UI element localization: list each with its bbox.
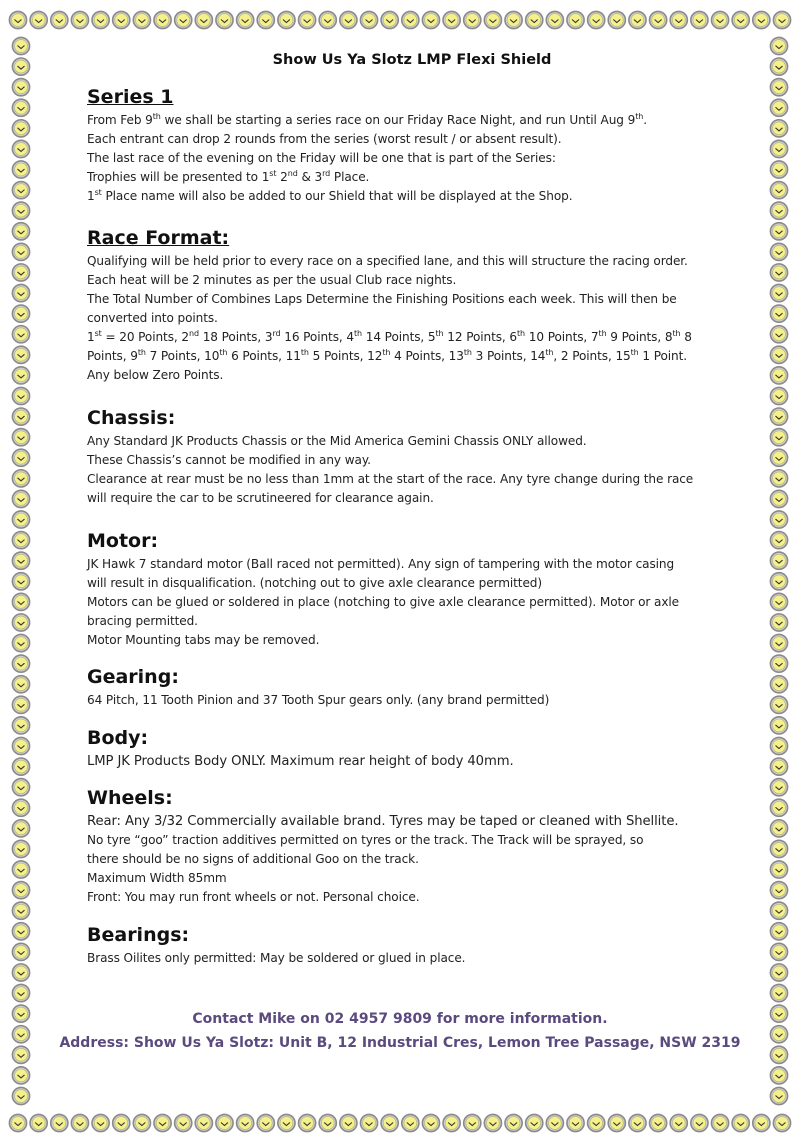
- section-line: Motor Mounting tabs may be removed.: [87, 633, 320, 647]
- section-motor: [87, 530, 727, 650]
- clock-icon: [770, 387, 787, 404]
- section-line: there should be no signs of additional Goo on the track.: [87, 852, 419, 866]
- clock-icon: [770, 140, 787, 157]
- clock-icon: [71, 11, 88, 28]
- clock-icon: [770, 552, 787, 569]
- clock-icon: [12, 882, 29, 899]
- clock-icon: [770, 840, 787, 857]
- clock-icon: [505, 11, 522, 28]
- clock-icon: [9, 1114, 26, 1131]
- clock-icon: [650, 1114, 667, 1131]
- clock-icon: [237, 1114, 254, 1131]
- clock-icon: [30, 1114, 47, 1131]
- clock-icon: [443, 1114, 460, 1131]
- section-race-format: [87, 227, 727, 385]
- clock-icon: [770, 573, 787, 590]
- clock-icon: [770, 779, 787, 796]
- section-heading: Series 1: [87, 86, 174, 108]
- section-line: Trophies will be presented to 1st 2nd & 3rd Place.: [87, 168, 370, 184]
- section-line: Each heat will be 2 minutes as per the usual Club race nights.: [87, 273, 457, 287]
- clock-icon: [770, 408, 787, 425]
- clock-icon: [443, 11, 460, 28]
- clock-icon: [770, 861, 787, 878]
- section-line: Qualifying will be held prior to every race on a specified lane, and this will structure the racing order.: [87, 254, 688, 268]
- clock-icon: [770, 490, 787, 507]
- section-series-1: [87, 86, 727, 206]
- clock-icon: [732, 11, 749, 28]
- border-right: [758, 36, 800, 1106]
- clock-icon: [526, 1114, 543, 1131]
- section-line: Rear: Any 3/32 Commercially available brand. Tyres may be taped or cleaned with Shellite.: [87, 814, 679, 829]
- clock-icon: [12, 943, 29, 960]
- section-heading: Wheels:: [87, 787, 173, 809]
- clock-icon: [691, 1114, 708, 1131]
- clock-icon: [12, 779, 29, 796]
- clock-icon: [770, 820, 787, 837]
- clock-icon: [113, 1114, 130, 1131]
- clock-icon: [12, 99, 29, 116]
- clock-icon: [12, 243, 29, 260]
- clock-icon: [567, 11, 584, 28]
- contact-line: Contact Mike on 02 4957 9809 for more information.: [192, 1011, 608, 1027]
- clock-icon: [154, 11, 171, 28]
- clock-icon: [12, 58, 29, 75]
- section-line: Each entrant can drop 2 rounds from the series (worst result / or absent result).: [87, 132, 562, 146]
- clock-icon: [770, 346, 787, 363]
- clock-icon: [278, 11, 295, 28]
- clock-icon: [770, 243, 787, 260]
- clock-icon: [12, 676, 29, 693]
- clock-icon: [257, 1114, 274, 1131]
- clock-icon: [770, 676, 787, 693]
- clock-icon: [12, 696, 29, 713]
- clock-icon: [422, 11, 439, 28]
- clock-icon: [12, 737, 29, 754]
- clock-icon: [588, 1114, 605, 1131]
- clock-icon: [12, 614, 29, 631]
- section-line: 1st Place name will also be added to our Shield that will be displayed at the Shop.: [87, 187, 573, 203]
- clock-icon: [51, 11, 68, 28]
- clock-icon: [12, 202, 29, 219]
- clock-icon: [175, 11, 192, 28]
- section-line: The last race of the evening on the Friday will be one that is part of the Series:: [87, 151, 556, 165]
- section-wheels: [87, 787, 727, 907]
- clock-icon: [770, 79, 787, 96]
- clock-icon: [12, 367, 29, 384]
- section-line: will result in disqualification. (notching out to give axle clearance permitted): [87, 576, 542, 590]
- clock-icon: [567, 1114, 584, 1131]
- clock-icon: [770, 284, 787, 301]
- clock-icon: [588, 11, 605, 28]
- clock-icon: [770, 655, 787, 672]
- clock-icon: [770, 99, 787, 116]
- clock-icon: [12, 223, 29, 240]
- section-line: LMP JK Products Body ONLY. Maximum rear height of body 40mm.: [87, 754, 514, 769]
- clock-icon: [12, 429, 29, 446]
- clock-icon: [770, 326, 787, 343]
- clock-icon: [770, 429, 787, 446]
- clock-icon: [12, 1087, 29, 1104]
- clock-icon: [546, 11, 563, 28]
- clock-icon: [770, 696, 787, 713]
- clock-icon: [770, 614, 787, 631]
- section-heading: Gearing:: [87, 666, 179, 688]
- clock-icon: [770, 923, 787, 940]
- clock-icon: [12, 326, 29, 343]
- clock-icon: [422, 1114, 439, 1131]
- clock-icon: [257, 11, 274, 28]
- clock-icon: [195, 11, 212, 28]
- clock-icon: [711, 1114, 728, 1131]
- clock-icon: [71, 1114, 88, 1131]
- clock-icon: [12, 79, 29, 96]
- clock-icon: [237, 11, 254, 28]
- section-line: From Feb 9th we shall be starting a series race on our Friday Race Night, and run Until Aug 9th.: [87, 111, 647, 127]
- clock-icon: [381, 1114, 398, 1131]
- section-line: Brass Oilites only permitted: May be soldered or glued in place.: [87, 951, 466, 965]
- clock-icon: [770, 202, 787, 219]
- clock-icon: [464, 11, 481, 28]
- clock-icon: [216, 1114, 233, 1131]
- clock-icon: [175, 1114, 192, 1131]
- clock-icon: [12, 284, 29, 301]
- clock-icon: [12, 37, 29, 54]
- clock-icon: [319, 1114, 336, 1131]
- address-line: Address: Show Us Ya Slotz: Unit B, 12 Industrial Cres, Lemon Tree Passage, NSW 2319: [59, 1035, 741, 1051]
- clock-icon: [770, 882, 787, 899]
- clock-icon: [773, 11, 790, 28]
- clock-icon: [770, 449, 787, 466]
- clock-icon: [670, 11, 687, 28]
- clock-icon: [770, 799, 787, 816]
- clock-icon: [770, 367, 787, 384]
- clock-icon: [770, 223, 787, 240]
- clock-icon: [195, 1114, 212, 1131]
- clock-icon: [154, 1114, 171, 1131]
- clock-icon: [484, 1114, 501, 1131]
- section-line: Points, 9th 7 Points, 10th 6 Points, 11th 5 Points, 12th 4 Points, 13th 3 Points, 14th, 2 Points, 15th 1 Point.: [87, 347, 688, 363]
- section-heading: Chassis:: [87, 407, 176, 429]
- clock-icon: [133, 1114, 150, 1131]
- section-line: bracing permitted.: [87, 614, 198, 628]
- section-line: The Total Number of Combines Laps Determine the Finishing Positions each week. This will then be: [87, 292, 677, 306]
- clock-icon: [770, 120, 787, 137]
- clock-icon: [546, 1114, 563, 1131]
- clock-icon: [402, 1114, 419, 1131]
- clock-icon: [770, 964, 787, 981]
- clock-icon: [340, 11, 357, 28]
- clock-icon: [12, 984, 29, 1001]
- clock-icon: [12, 264, 29, 281]
- clock-icon: [753, 1114, 770, 1131]
- clock-icon: [770, 264, 787, 281]
- clock-icon: [670, 1114, 687, 1131]
- clock-icon: [12, 861, 29, 878]
- clock-icon: [298, 1114, 315, 1131]
- clock-icon: [711, 11, 728, 28]
- clock-icon: [770, 511, 787, 528]
- clock-icon: [12, 840, 29, 857]
- section-line: Any below Zero Points.: [87, 368, 224, 382]
- clock-icon: [12, 573, 29, 590]
- clock-icon: [12, 552, 29, 569]
- clock-icon: [773, 1114, 790, 1131]
- section-line: will require the car to be scrutineered for clearance again.: [87, 491, 434, 505]
- section-line: These Chassis’s cannot be modified in any way.: [87, 453, 371, 467]
- border-left: [0, 36, 42, 1106]
- section-line: Maximum Width 85mm: [87, 871, 227, 885]
- clock-icon: [770, 532, 787, 549]
- clock-icon: [92, 11, 109, 28]
- clock-icon: [770, 717, 787, 734]
- clock-icon: [12, 593, 29, 610]
- clock-icon: [319, 11, 336, 28]
- clock-icon: [12, 758, 29, 775]
- clock-icon: [12, 408, 29, 425]
- section-chassis: [87, 407, 727, 508]
- clock-icon: [691, 11, 708, 28]
- section-line: Front: You may run front wheels or not. Personal choice.: [87, 890, 420, 904]
- border-top: [0, 0, 800, 40]
- clock-icon: [12, 799, 29, 816]
- clock-icon: [12, 655, 29, 672]
- clock-icon: [12, 120, 29, 137]
- clock-icon: [770, 1087, 787, 1104]
- clock-icon: [12, 182, 29, 199]
- clock-icon: [9, 11, 26, 28]
- clock-icon: [12, 387, 29, 404]
- clock-icon: [650, 11, 667, 28]
- section-line: 64 Pitch, 11 Tooth Pinion and 37 Tooth Spur gears only. (any brand permitted): [87, 693, 550, 707]
- clock-icon: [12, 449, 29, 466]
- clock-icon: [770, 58, 787, 75]
- clock-icon: [753, 11, 770, 28]
- clock-icon: [770, 902, 787, 919]
- section-line: converted into points.: [87, 311, 218, 325]
- section-heading: Bearings:: [87, 924, 190, 946]
- section-body: [87, 727, 727, 771]
- clock-icon: [12, 470, 29, 487]
- clock-icon: [12, 634, 29, 651]
- clock-icon: [12, 923, 29, 940]
- clock-icon: [526, 11, 543, 28]
- section-heading: Race Format:: [87, 227, 230, 249]
- section-line: Any Standard JK Products Chassis or the Mid America Gemini Chassis ONLY allowed.: [87, 434, 587, 448]
- clock-icon: [484, 11, 501, 28]
- clock-icon: [12, 1067, 29, 1084]
- clock-icon: [608, 1114, 625, 1131]
- clock-icon: [12, 902, 29, 919]
- clock-icon: [298, 11, 315, 28]
- clock-icon: [770, 470, 787, 487]
- section-line: JK Hawk 7 standard motor (Ball raced not permitted). Any sign of tampering with the motor casing: [87, 557, 675, 571]
- section-line: Clearance at rear must be no less than 1mm at the start of the race. Any tyre change during the race: [87, 472, 694, 486]
- clock-icon: [12, 820, 29, 837]
- clock-icon: [402, 11, 419, 28]
- section-bearings: [87, 924, 727, 968]
- section-line: No tyre “goo” traction additives permitted on tyres or the track. The Track will be sprayed, so: [87, 833, 644, 847]
- clock-icon: [12, 511, 29, 528]
- document-body: [87, 52, 727, 968]
- clock-icon: [770, 634, 787, 651]
- clock-icon: [30, 11, 47, 28]
- clock-icon: [113, 11, 130, 28]
- clock-icon: [51, 1114, 68, 1131]
- clock-icon: [505, 1114, 522, 1131]
- clock-icon: [608, 11, 625, 28]
- clock-icon: [629, 11, 646, 28]
- clock-icon: [12, 717, 29, 734]
- clock-icon: [770, 943, 787, 960]
- clock-icon: [360, 1114, 377, 1131]
- clock-icon: [770, 1067, 787, 1084]
- section-line: 1st = 20 Points, 2nd 18 Points, 3rd 16 Points, 4th 14 Points, 5th 12 Points, 6th 10 Points, 7th 9 Points, 8th 8: [87, 328, 692, 344]
- clock-icon: [340, 1114, 357, 1131]
- clock-icon: [770, 737, 787, 754]
- clock-icon: [770, 305, 787, 322]
- clock-icon: [12, 346, 29, 363]
- clock-icon: [12, 305, 29, 322]
- clock-icon: [770, 37, 787, 54]
- clock-icon: [12, 140, 29, 157]
- clock-icon: [770, 161, 787, 178]
- clock-icon: [12, 490, 29, 507]
- clock-icon: [770, 758, 787, 775]
- clock-icon: [381, 11, 398, 28]
- clock-icon: [92, 1114, 109, 1131]
- section-heading: Body:: [87, 727, 149, 749]
- section-line: Motors can be glued or soldered in place (notching to give axle clearance permitted). Motor or axle: [87, 595, 680, 609]
- clock-icon: [770, 593, 787, 610]
- document-title: Show Us Ya Slotz LMP Flexi Shield: [272, 52, 552, 68]
- clock-icon: [12, 161, 29, 178]
- clock-icon: [278, 1114, 295, 1131]
- clock-icon: [12, 964, 29, 981]
- section-heading: Motor:: [87, 530, 159, 552]
- clock-icon: [732, 1114, 749, 1131]
- clock-icon: [133, 11, 150, 28]
- clock-icon: [12, 532, 29, 549]
- clock-icon: [360, 11, 377, 28]
- clock-icon: [770, 182, 787, 199]
- clock-icon: [770, 984, 787, 1001]
- clock-icon: [216, 11, 233, 28]
- clock-icon: [464, 1114, 481, 1131]
- section-gearing: [87, 666, 727, 710]
- border-bottom: [0, 1103, 800, 1143]
- clock-icon: [629, 1114, 646, 1131]
